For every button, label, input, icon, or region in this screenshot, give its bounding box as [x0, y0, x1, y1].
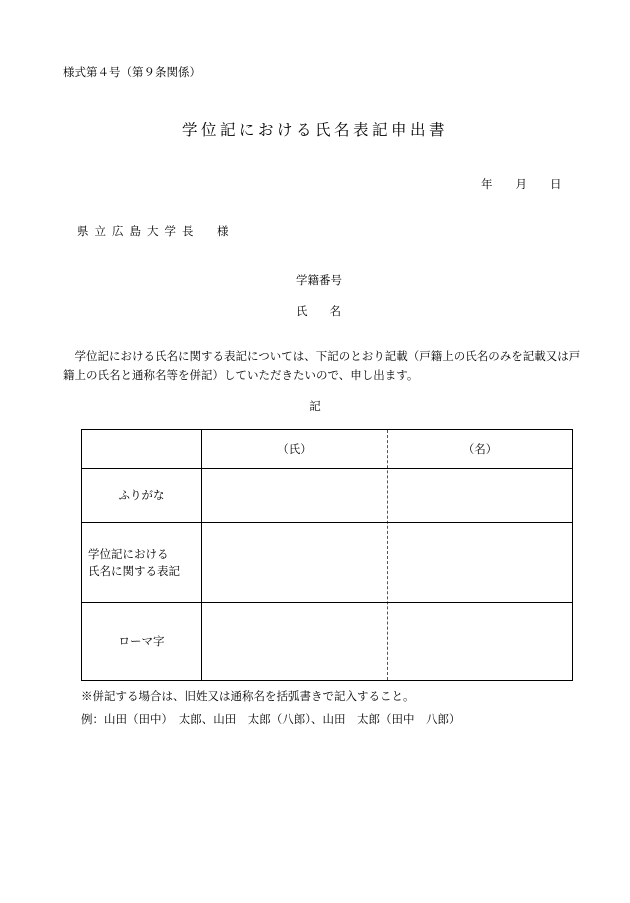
row-label-furigana: ふりがな: [118, 488, 165, 502]
student-number-label: 学籍番号: [296, 273, 342, 287]
addressee: 県立広島大学長 様: [77, 224, 235, 238]
row-label-romaji: ローマ字: [118, 634, 165, 648]
header-surname: （氏）: [277, 441, 312, 456]
document-title: 学位記における氏名表記申出書: [181, 121, 448, 139]
notation-given-name-field[interactable]: [388, 523, 572, 602]
name-notation-table: [81, 429, 573, 681]
furigana-given-name-field[interactable]: [388, 469, 572, 522]
request-body-text: 学位記における氏名に関する表記については、下記のとおり記載（戸籍上の氏名のみを記載又は戸籍上の氏名と通称名等を併記）していただきたいので、申し出ます。: [63, 349, 581, 382]
romaji-surname-field[interactable]: [202, 603, 387, 680]
ki-heading: 記: [309, 399, 321, 413]
notation-surname-field[interactable]: [202, 523, 387, 602]
date-year-label: 年: [481, 177, 493, 191]
note-text: ※併記する場合は、旧姓又は通称名を括弧書きで記入すること。: [81, 689, 415, 703]
form-number: 様式第４号（第９条関係）: [63, 65, 201, 79]
applicant-name-label: 氏名: [296, 304, 363, 318]
date-day-label: 日: [550, 177, 562, 191]
row-label-notation: [82, 523, 201, 602]
example-text: 例：山田（田中） 太郎、山田 太郎（八郎）、山田 太郎（田中 八郎）: [81, 712, 461, 726]
date-month-label: 月: [515, 177, 527, 191]
furigana-surname-field[interactable]: [202, 469, 387, 522]
romaji-given-name-field[interactable]: [388, 603, 572, 680]
row-label-notation-line2: 氏名に関する表記: [88, 563, 180, 578]
row-label-notation-line1: 学位記における: [88, 546, 169, 561]
date-line: [481, 176, 562, 192]
header-given-name: （名）: [462, 441, 498, 456]
